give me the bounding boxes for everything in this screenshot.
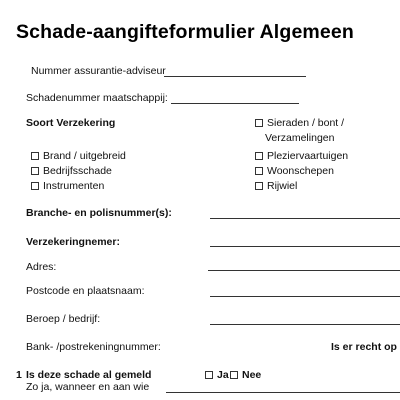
postcode-field[interactable] [210, 296, 400, 297]
question-1-text: Is deze schade al gemeld [26, 369, 152, 381]
vat-label: Is er recht op [331, 341, 397, 353]
occupation-label: Beroep / bedrijf: [26, 313, 101, 325]
branch-policy-label: Branche- en polisnummer(s): [26, 207, 172, 219]
claim-number-label: Schadenummer maatschappij: [26, 92, 168, 104]
option-label: Instrumenten [43, 180, 105, 192]
checkbox[interactable] [255, 119, 263, 127]
policyholder-field[interactable] [210, 246, 400, 247]
checkbox[interactable] [31, 152, 39, 160]
option-label: Bedrijfsschade [43, 165, 112, 177]
checkbox[interactable] [31, 182, 39, 190]
checkbox[interactable] [255, 167, 263, 175]
option-rijwiel[interactable] [255, 180, 297, 192]
insurance-type-heading: Soort Verzekering [26, 117, 116, 129]
checkbox[interactable] [31, 167, 39, 175]
option-label: Sieraden / bont / [267, 117, 345, 129]
address-field[interactable] [208, 270, 400, 271]
branch-policy-field[interactable] [210, 218, 400, 219]
option-label: Pleziervaartuigen [267, 150, 349, 162]
option-label: Woonschepen [267, 165, 334, 177]
option-instrumenten[interactable] [31, 180, 104, 192]
form-title: Schade-aangifteformulier Algemeen [16, 21, 354, 43]
checkbox[interactable] [230, 371, 238, 379]
option-label: Brand / uitgebreid [43, 150, 126, 162]
checkbox[interactable] [255, 152, 263, 160]
advisor-number-label: Nummer assurantie-adviseur [31, 65, 166, 77]
occupation-field[interactable] [210, 324, 400, 325]
yes-label: Ja [217, 369, 229, 381]
option-sieraden[interactable] [255, 117, 344, 129]
policyholder-label: Verzekeringnemer: [26, 236, 120, 248]
option-sieraden-continued: Verzamelingen [265, 132, 335, 144]
no-option[interactable] [230, 369, 261, 381]
yes-option[interactable] [205, 369, 229, 381]
option-label: Rijwiel [267, 180, 298, 192]
no-label: Nee [242, 369, 262, 381]
option-brand[interactable] [31, 150, 126, 162]
question-1-number: 1 [16, 369, 22, 381]
question-1-answer-field[interactable] [166, 392, 400, 393]
option-bedrijfsschade[interactable] [31, 165, 112, 177]
option-pleziervaartuigen[interactable] [255, 150, 348, 162]
address-label: Adres: [26, 261, 57, 273]
question-1-subtext: Zo ja, wanneer en aan wie [26, 381, 150, 393]
checkbox[interactable] [205, 371, 213, 379]
advisor-number-field[interactable] [164, 76, 306, 77]
option-woonschepen[interactable] [255, 165, 334, 177]
checkbox[interactable] [255, 182, 263, 190]
bank-label: Bank- /postrekeningnummer: [26, 341, 161, 353]
claim-number-field[interactable] [171, 103, 299, 104]
postcode-label: Postcode en plaatsnaam: [26, 285, 145, 297]
